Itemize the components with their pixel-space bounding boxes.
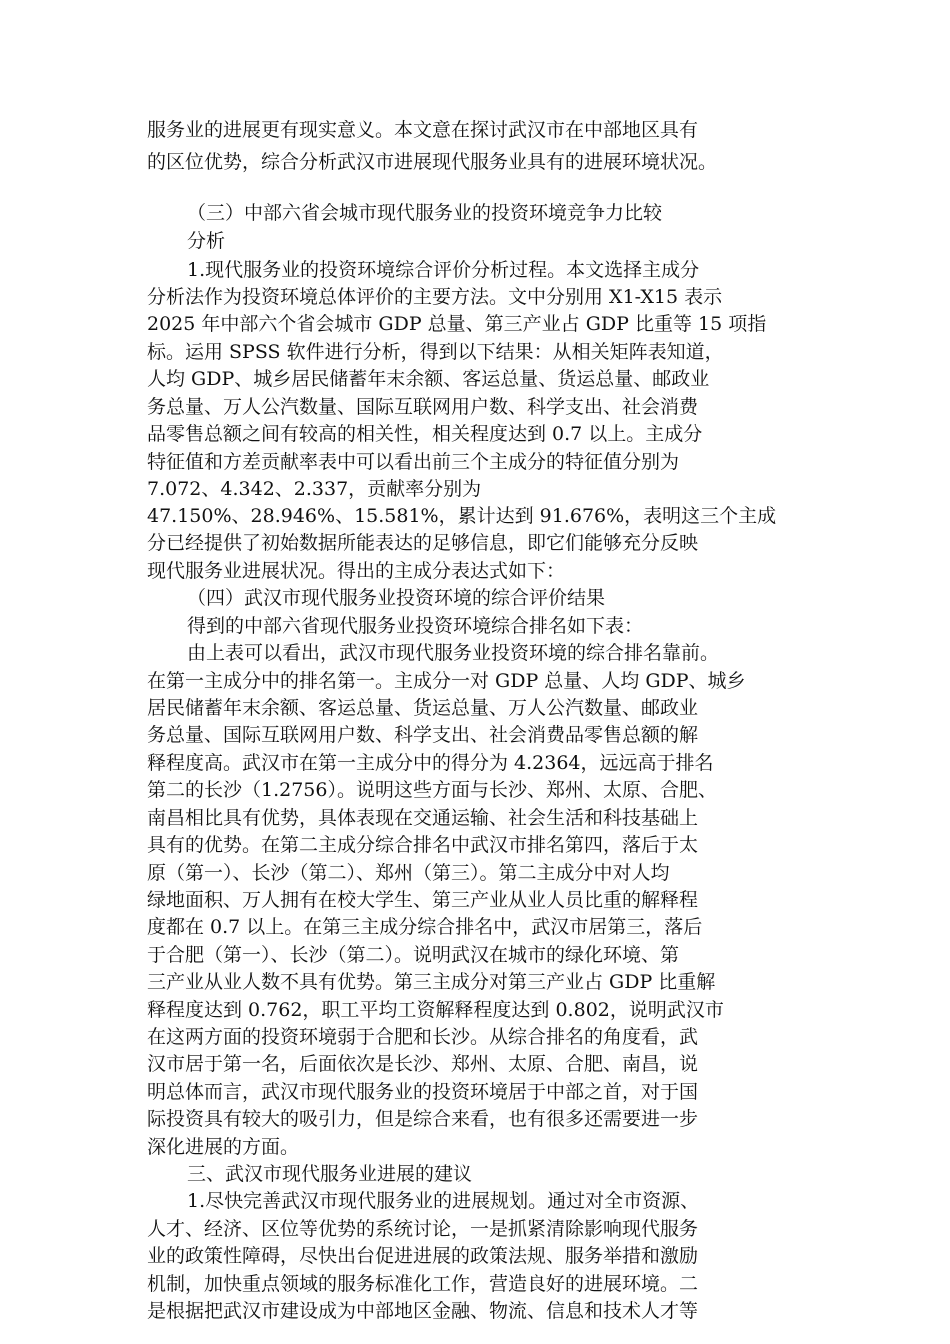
body-text-line: 47.150%、28.946%、15.581%，累计达到 91.676%，表明这三个主成: [147, 505, 777, 527]
body-text-line: 人均 GDP、城乡居民储蓄年末余额、客运总量、货运总量、邮政业: [147, 368, 710, 390]
body-text-line: 于合肥（第一）、长沙（第二）。说明武汉在城市的绿化环境、第: [147, 944, 680, 966]
body-text-line: 深化进展的方面。: [147, 1136, 300, 1158]
body-text-line: 明总体而言，武汉市现代服务业的投资环境居于中部之首，对于国: [147, 1081, 699, 1103]
body-text-line: 1.尽快完善武汉市现代服务业的进展规划。通过对全市资源、: [187, 1190, 700, 1212]
body-text-line: 7.072、4.342、2.337，贡献率分别为: [147, 478, 482, 500]
section-heading: （四）武汉市现代服务业投资环境的综合评价结果: [187, 587, 606, 609]
body-text-line: 度都在 0.7 以上。在第三主成分综合排名中，武汉市居第三，落后: [147, 916, 703, 938]
body-text-line: 标。运用 SPSS 软件进行分析，得到以下结果：从相关矩阵表知道，: [147, 341, 724, 363]
body-text-line: 分析法作为投资环境总体评价的主要方法。文中分别用 X1-X15 表示: [147, 286, 723, 308]
body-text-line: 具有的优势。在第二主成分综合排名中武汉市排名第四，落后于太: [147, 834, 699, 856]
body-text-line: 由上表可以看出，武汉市现代服务业投资环境的综合排名靠前。: [187, 642, 720, 664]
body-text-line: 居民储蓄年末余额、客运总量、货运总量、万人公汽数量、邮政业: [147, 697, 699, 719]
body-text-line: 人才、经济、区位等优势的系统讨论，一是抓紧清除影响现代服务: [147, 1218, 699, 1240]
section-heading: 分析: [187, 230, 226, 252]
body-text-line: 1.现代服务业的投资环境综合评价分析过程。本文选择主成分: [187, 259, 700, 281]
body-text-line: 释程度达到 0.762，职工平均工资解释程度达到 0.802，说明武汉市: [147, 999, 724, 1021]
body-text-line: 在这两方面的投资环境弱于合肥和长沙。从综合排名的角度看，武: [147, 1026, 699, 1048]
body-text-line: 南昌相比具有优势，具体表现在交通运输、社会生活和科技基础上: [147, 807, 699, 829]
body-text-line: 释程度高。武汉市在第一主成分中的得分为 4.2364，远远高于排名: [147, 752, 714, 774]
body-text-line: 2025 年中部六个省会城市 GDP 总量、第三产业占 GDP 比重等 15 项指: [147, 313, 767, 335]
body-text-line: 原（第一）、长沙（第二）、郑州（第三）。第二主成分中对人均: [147, 862, 670, 884]
body-text-line: 在第一主成分中的排名第一。主成分一对 GDP 总量、人均 GDP、城乡: [147, 670, 746, 692]
body-text-line: 得到的中部六省现代服务业投资环境综合排名如下表：: [187, 615, 644, 637]
body-text-line: 服务业的进展更有现实意义。本文意在探讨武汉市在中部地区具有: [147, 119, 699, 141]
section-heading: （三）中部六省会城市现代服务业的投资环境竞争力比较: [187, 202, 663, 224]
body-text-line: 现代服务业进展状况。得出的主成分表达式如下：: [147, 560, 566, 582]
body-text-line: 的区位优势，综合分析武汉市进展现代服务业具有的进展环境状况。: [147, 151, 718, 173]
body-text-line: 务总量、国际互联网用户数、科学支出、社会消费品零售总额的解: [147, 724, 699, 746]
body-text-line: 业的政策性障碍，尽快出台促进进展的政策法规、服务举措和激励: [147, 1245, 699, 1267]
section-heading: 三、武汉市现代服务业进展的建议: [187, 1163, 473, 1185]
body-text-line: 机制，加快重点领域的服务标准化工作，营造良好的进展环境。二: [147, 1273, 699, 1295]
body-text-line: 三产业从业人数不具有优势。第三主成分对第三产业占 GDP 比重解: [147, 971, 716, 993]
body-text-line: 是根据把武汉市建设成为中部地区金融、物流、信息和技术人才等: [147, 1300, 699, 1322]
body-text-line: 品零售总额之间有较高的相关性，相关程度达到 0.7 以上。主成分: [147, 423, 703, 445]
body-text-line: 特征值和方差贡献率表中可以看出前三个主成分的特征值分别为: [147, 451, 680, 473]
body-text-line: 绿地面积、万人拥有在校大学生、第三产业从业人员比重的解释程: [147, 889, 699, 911]
body-text-line: 汉市居于第一名，后面依次是长沙、郑州、太原、合肥、南昌，说: [147, 1053, 699, 1075]
body-text-line: 际投资具有较大的吸引力，但是综合来看，也有很多还需要进一步: [147, 1108, 699, 1130]
body-text-line: 分已经提供了初始数据所能表达的足够信息，即它们能够充分反映: [147, 532, 699, 554]
body-text-line: 第二的长沙（1.2756）。说明这些方面与长沙、郑州、太原、合肥、: [147, 779, 717, 801]
body-text-line: 务总量、万人公汽数量、国际互联网用户数、科学支出、社会消费: [147, 396, 699, 418]
